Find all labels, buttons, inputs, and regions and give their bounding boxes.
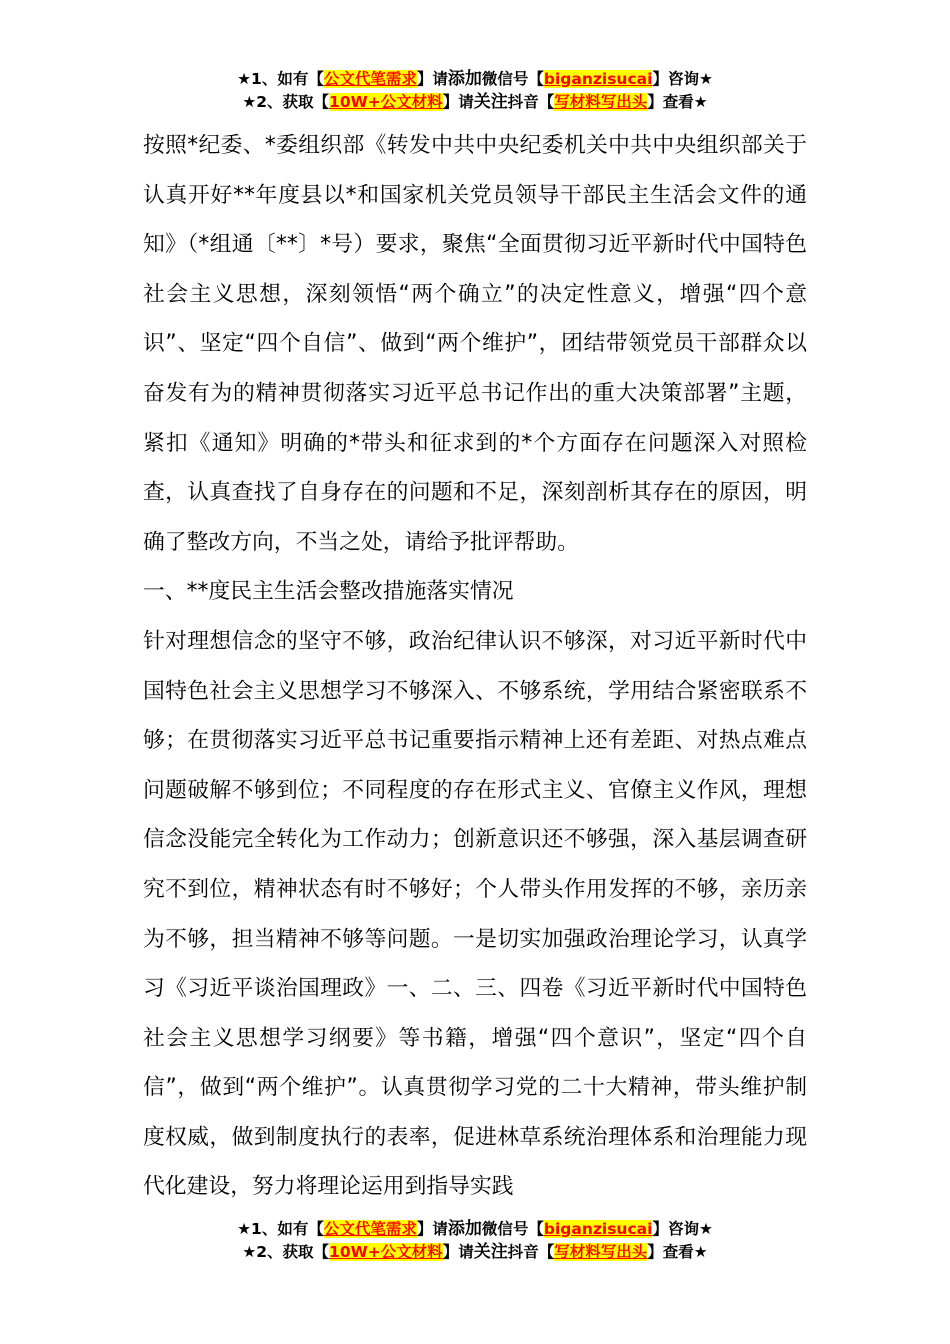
body-paragraph-measures: 针对理想信念的坚守不够，政治纪律认识不够深，对习近平新时代中国特色社会主义思想学习不够深入、不够系统，学用结合紧密联系不够；在贯彻落实习近平总书记重要指示精神上还有差距、对热点难点问题破解不够到位；不同程度的存在形式主义、官僚主义作风，理想信念没能完全转化为工作动力；创新意识还不够强，深入基层调查研究不到位，精神状态有时不够好；个人带头作用发挥的不够，亲历亲为不够，担当精神不够等问题。一是切实加强政治理论学习，认真学习《习近平谈治国理政》一、二、三、四卷《习近平新时代中国特色社会主义思想学习纲要》等书籍，增强“四个意识”，坚定“四个自信”，做到“两个维护”。认真贯彻学习党的二十大精神，带头维护制度权威，做到制度执行的表率，促进林草系统治理体系和治理能力现代化建设，努力将理论运用到指导实践: [143, 628, 807, 1200]
promo-text: 】请: [442, 1243, 474, 1261]
promo-highlight-service: 公文代笔需求: [323, 70, 417, 88]
promo-highlight-douyin: 写材料写出头: [554, 1243, 648, 1261]
promo-line-1: [0, 1218, 950, 1241]
promo-highlight-materials: 10W+公文材料: [329, 1243, 443, 1261]
header-promo-banner: [0, 68, 950, 114]
promo-line-1: [0, 68, 950, 91]
promo-text: 】咨询★: [652, 1220, 713, 1238]
promo-emphasis: 添加: [447, 69, 482, 89]
footer-promo-banner: [0, 1218, 950, 1264]
promo-text: 】咨询★: [652, 70, 713, 88]
document-body: [143, 121, 807, 1212]
promo-highlight-service: 公文代笔需求: [323, 1220, 417, 1238]
promo-text: 】查看★: [647, 1243, 708, 1261]
promo-highlight-materials: 10W+公文材料: [329, 93, 443, 111]
promo-text: ★2、获取【: [242, 93, 330, 111]
promo-text: 】查看★: [647, 93, 708, 111]
promo-emphasis: 关注: [473, 92, 508, 112]
promo-text: 微信号【: [481, 1220, 544, 1238]
promo-text: 】请: [442, 93, 474, 111]
promo-text: 微信号【: [481, 70, 544, 88]
promo-highlight-wechat-id: biganzisucai: [543, 1220, 653, 1238]
promo-line-2: [0, 91, 950, 114]
promo-highlight-douyin: 写材料写出头: [554, 93, 648, 111]
promo-line-2: [0, 1241, 950, 1264]
promo-text: 抖音【: [507, 93, 555, 111]
promo-text: 抖音【: [507, 1243, 555, 1261]
section-heading: 一、**度民主生活会整改措施落实情况: [143, 579, 514, 605]
promo-text: ★2、获取【: [242, 1243, 330, 1261]
promo-emphasis: 添加: [447, 1219, 482, 1239]
promo-text: 】请: [416, 70, 448, 88]
promo-highlight-wechat-id: biganzisucai: [543, 70, 653, 88]
body-paragraph-intro: 按照*纪委、*委组织部《转发中共中央纪委机关中共中央组织部关于认真开好**年度县以*和国家机关党员领导干部民主生活会文件的通知》（*组通〔**〕*号）要求，聚焦“全面贯彻习近平新时代中国特色社会主义思想，深刻领悟“两个确立”的决定性意义，增强“四个意识”、坚定“四个自信”、做到“两个维护”，团结带领党员干部群众以奋发有为的精神贯彻落实习近平总书记作出的重大决策部署”主题，紧扣《通知》明确的*带头和征求到的*个方面存在问题深入对照检查，认真查找了自身存在的问题和不足，深刻剖析其存在的原因，明确了整改方向，不当之处，请给予批评帮助。: [143, 133, 807, 555]
promo-text: ★1、如有【: [237, 70, 324, 88]
promo-emphasis: 关注: [473, 1242, 508, 1262]
promo-text: 】请: [416, 1220, 448, 1238]
promo-text: ★1、如有【: [237, 1220, 324, 1238]
